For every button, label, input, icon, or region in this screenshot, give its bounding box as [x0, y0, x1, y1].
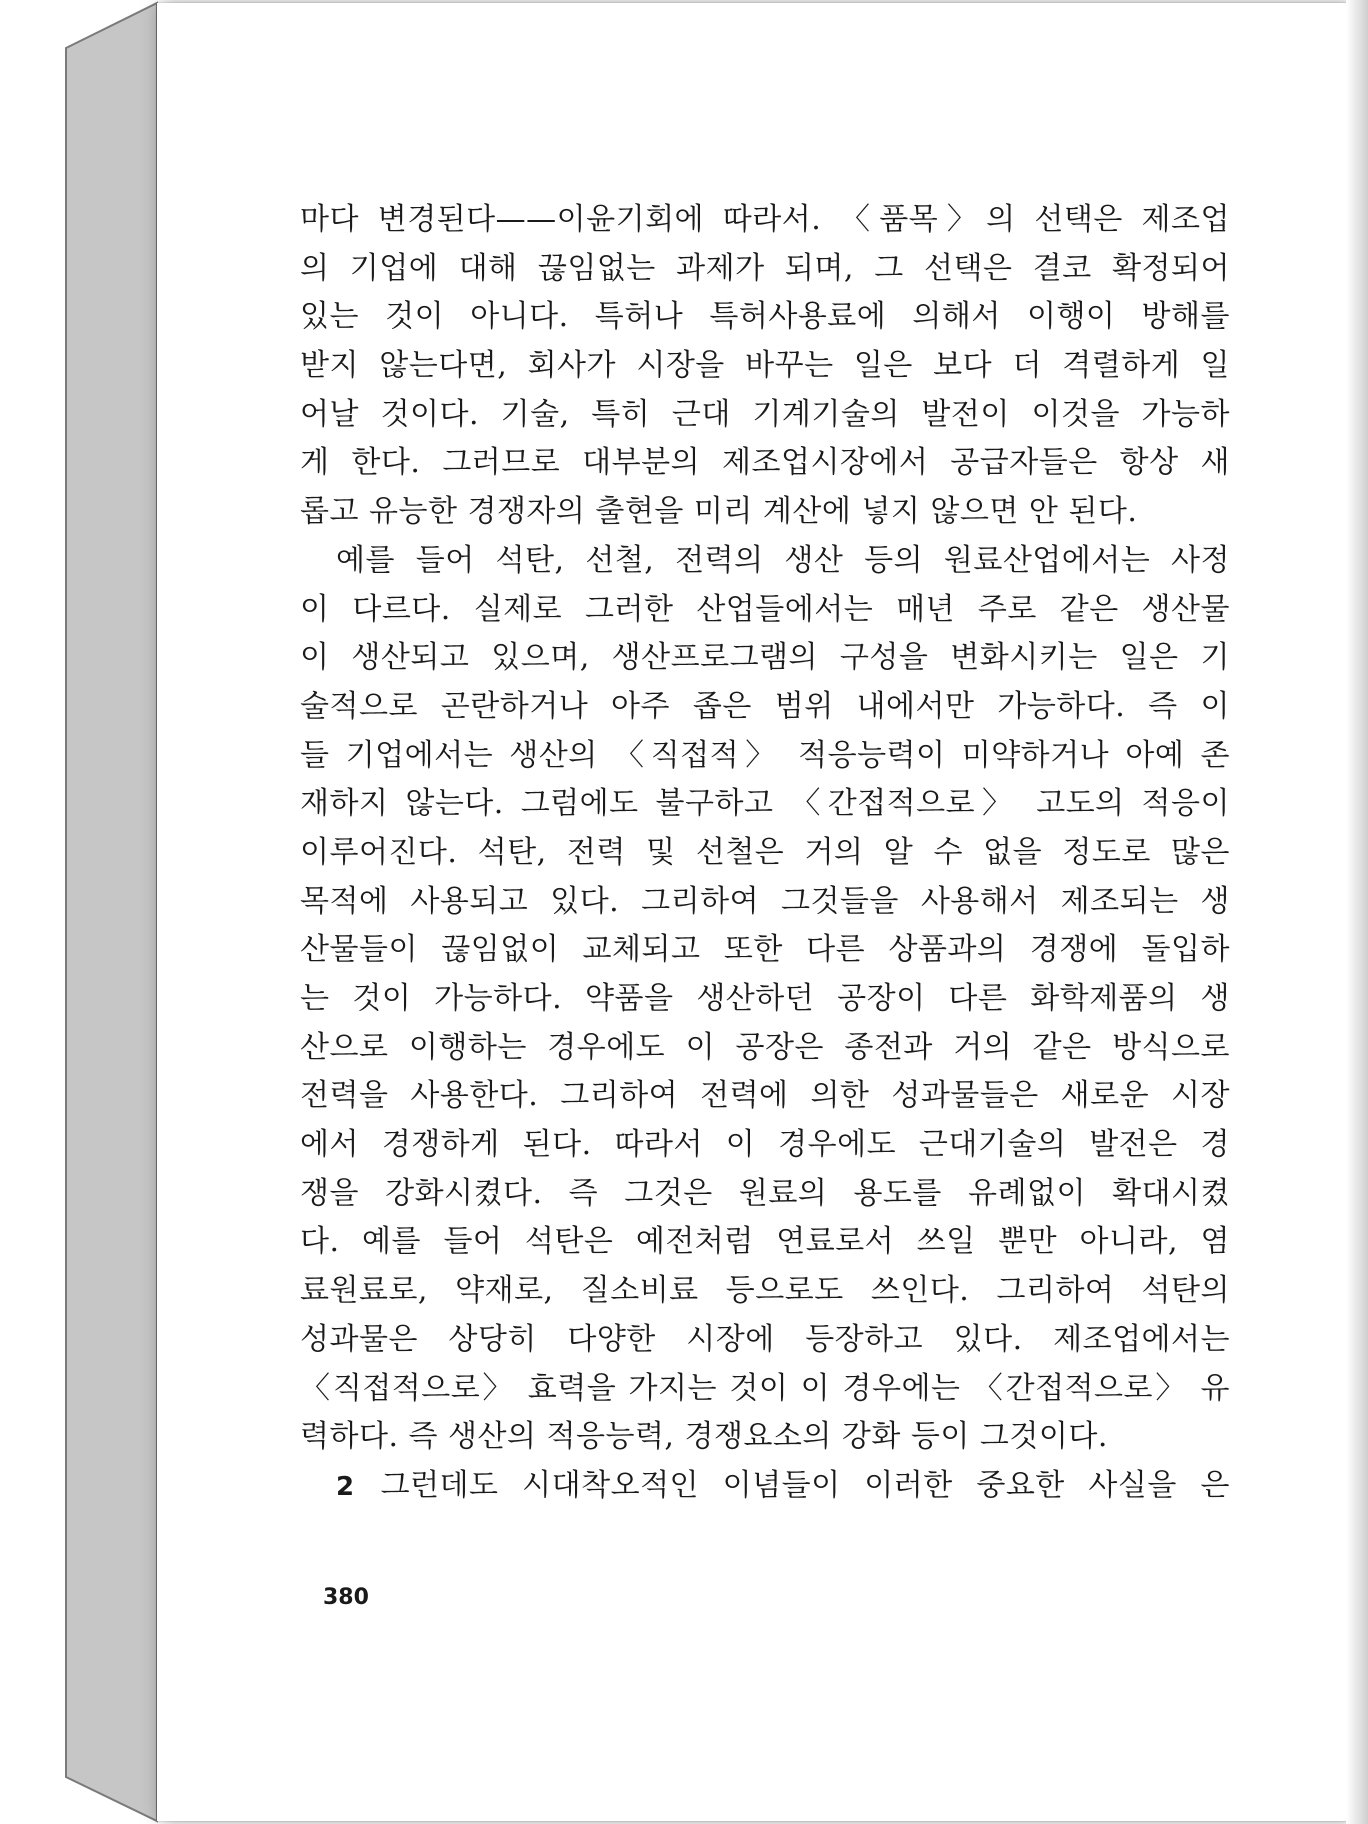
- text-line: 롭고 유능한 경쟁자의 출현을 미리 계산에 넣지 않으면 안 된다.: [300, 494, 1138, 530]
- text-line: 목적에 사용되고 있다. 그리하여 그것들을 사용해서 제조되는 생: [300, 883, 1230, 919]
- text-line: 이 생산되고 있으며, 생산프로그램의 구성을 변화시키는 일은 기: [300, 640, 1230, 676]
- page-number: 380: [323, 1585, 369, 1610]
- text-line: 다. 예를 들어 석탄은 예전처럼 연료로서 쓰일 뿐만 아니라, 염: [300, 1224, 1230, 1260]
- text-line: 성과물은 상당히 다양한 시장에 등장하고 있다. 제조업에서는: [300, 1321, 1230, 1357]
- section-heading-line: [300, 1462, 1230, 1511]
- text-line: 있는 것이 아니다. 특허나 특허사용료에 의해서 이행이 방해를: [300, 299, 1230, 335]
- text-line: 쟁을 강화시켰다. 즉 그것은 원료의 용도를 유례없이 확대시켰: [300, 1175, 1230, 1211]
- section-line-text: 그런데도 시대착오적인 이념들이 이러한 중요한 사실을 은: [380, 1467, 1230, 1503]
- text-line: 료원료로, 약재로, 질소비료 등으로도 쓰인다. 그리하여 석탄의: [300, 1273, 1230, 1309]
- text-line: 마다 변경된다——이윤기회에 따라서. 〈품목〉의 선택은 제조업: [300, 202, 1230, 237]
- text-line: 재하지 않는다. 그럼에도 불구하고 〈간접적으로〉 고도의 적응이: [300, 786, 1230, 822]
- text-line: 게 한다. 그러므로 대부분의 제조업시장에서 공급자들은 항상 새: [300, 445, 1230, 481]
- text-line: 전력을 사용한다. 그리하여 전력에 의한 성과물들은 새로운 시장: [300, 1078, 1230, 1114]
- text-line: 는 것이 가능하다. 약품을 생산하던 공장이 다른 화학제품의 생: [300, 981, 1230, 1016]
- text-line: 이루어진다. 석탄, 전력 및 선철은 거의 알 수 없을 정도로 많은: [300, 834, 1230, 870]
- page-edge-shadow: [1346, 0, 1368, 1824]
- text-line: 어날 것이다. 기술, 특히 근대 기계기술의 발전이 이것을 가능하: [300, 396, 1230, 432]
- section-number: 2: [336, 1471, 355, 1502]
- text-line: 들 기업에서는 생산의 〈직접적〉 적응능력이 미약하거나 아예 존: [300, 737, 1230, 773]
- text-line: 의 기업에 대해 끊임없는 과제가 되며, 그 선택은 결코 확정되어: [300, 250, 1230, 286]
- text-line: 받지 않는다면, 회사가 시장을 바꾸는 일은 보다 더 격렬하게 일: [300, 348, 1230, 384]
- text-line: 〈직접적으로〉 효력을 가지는 것이 이 경우에는 〈간접적으로〉 유: [300, 1370, 1230, 1406]
- text-line: 력하다. 즉 생산의 적응능력, 경쟁요소의 강화 등이 그것이다.: [300, 1419, 1108, 1455]
- text-line: 에서 경쟁하게 된다. 따라서 이 경우에도 근대기술의 발전은 경: [300, 1127, 1230, 1163]
- text-line: 이 다르다. 실제로 그러한 산업들에서는 매년 주로 같은 생산물: [300, 591, 1230, 627]
- text-line: 산물들이 끊임없이 교체되고 또한 다른 상품과의 경쟁에 돌입하: [300, 932, 1230, 968]
- page-body-text: [300, 196, 1230, 1511]
- paragraph-start-line: 예를 들어 석탄, 선철, 전력의 생산 등의 원료산업에서는 사정: [336, 542, 1230, 578]
- text-line: 산으로 이행하는 경우에도 이 공장은 종전과 거의 같은 방식으로: [300, 1029, 1230, 1065]
- text-line: 술적으로 곤란하거나 아주 좁은 범위 내에서만 가능하다. 즉 이: [300, 688, 1230, 724]
